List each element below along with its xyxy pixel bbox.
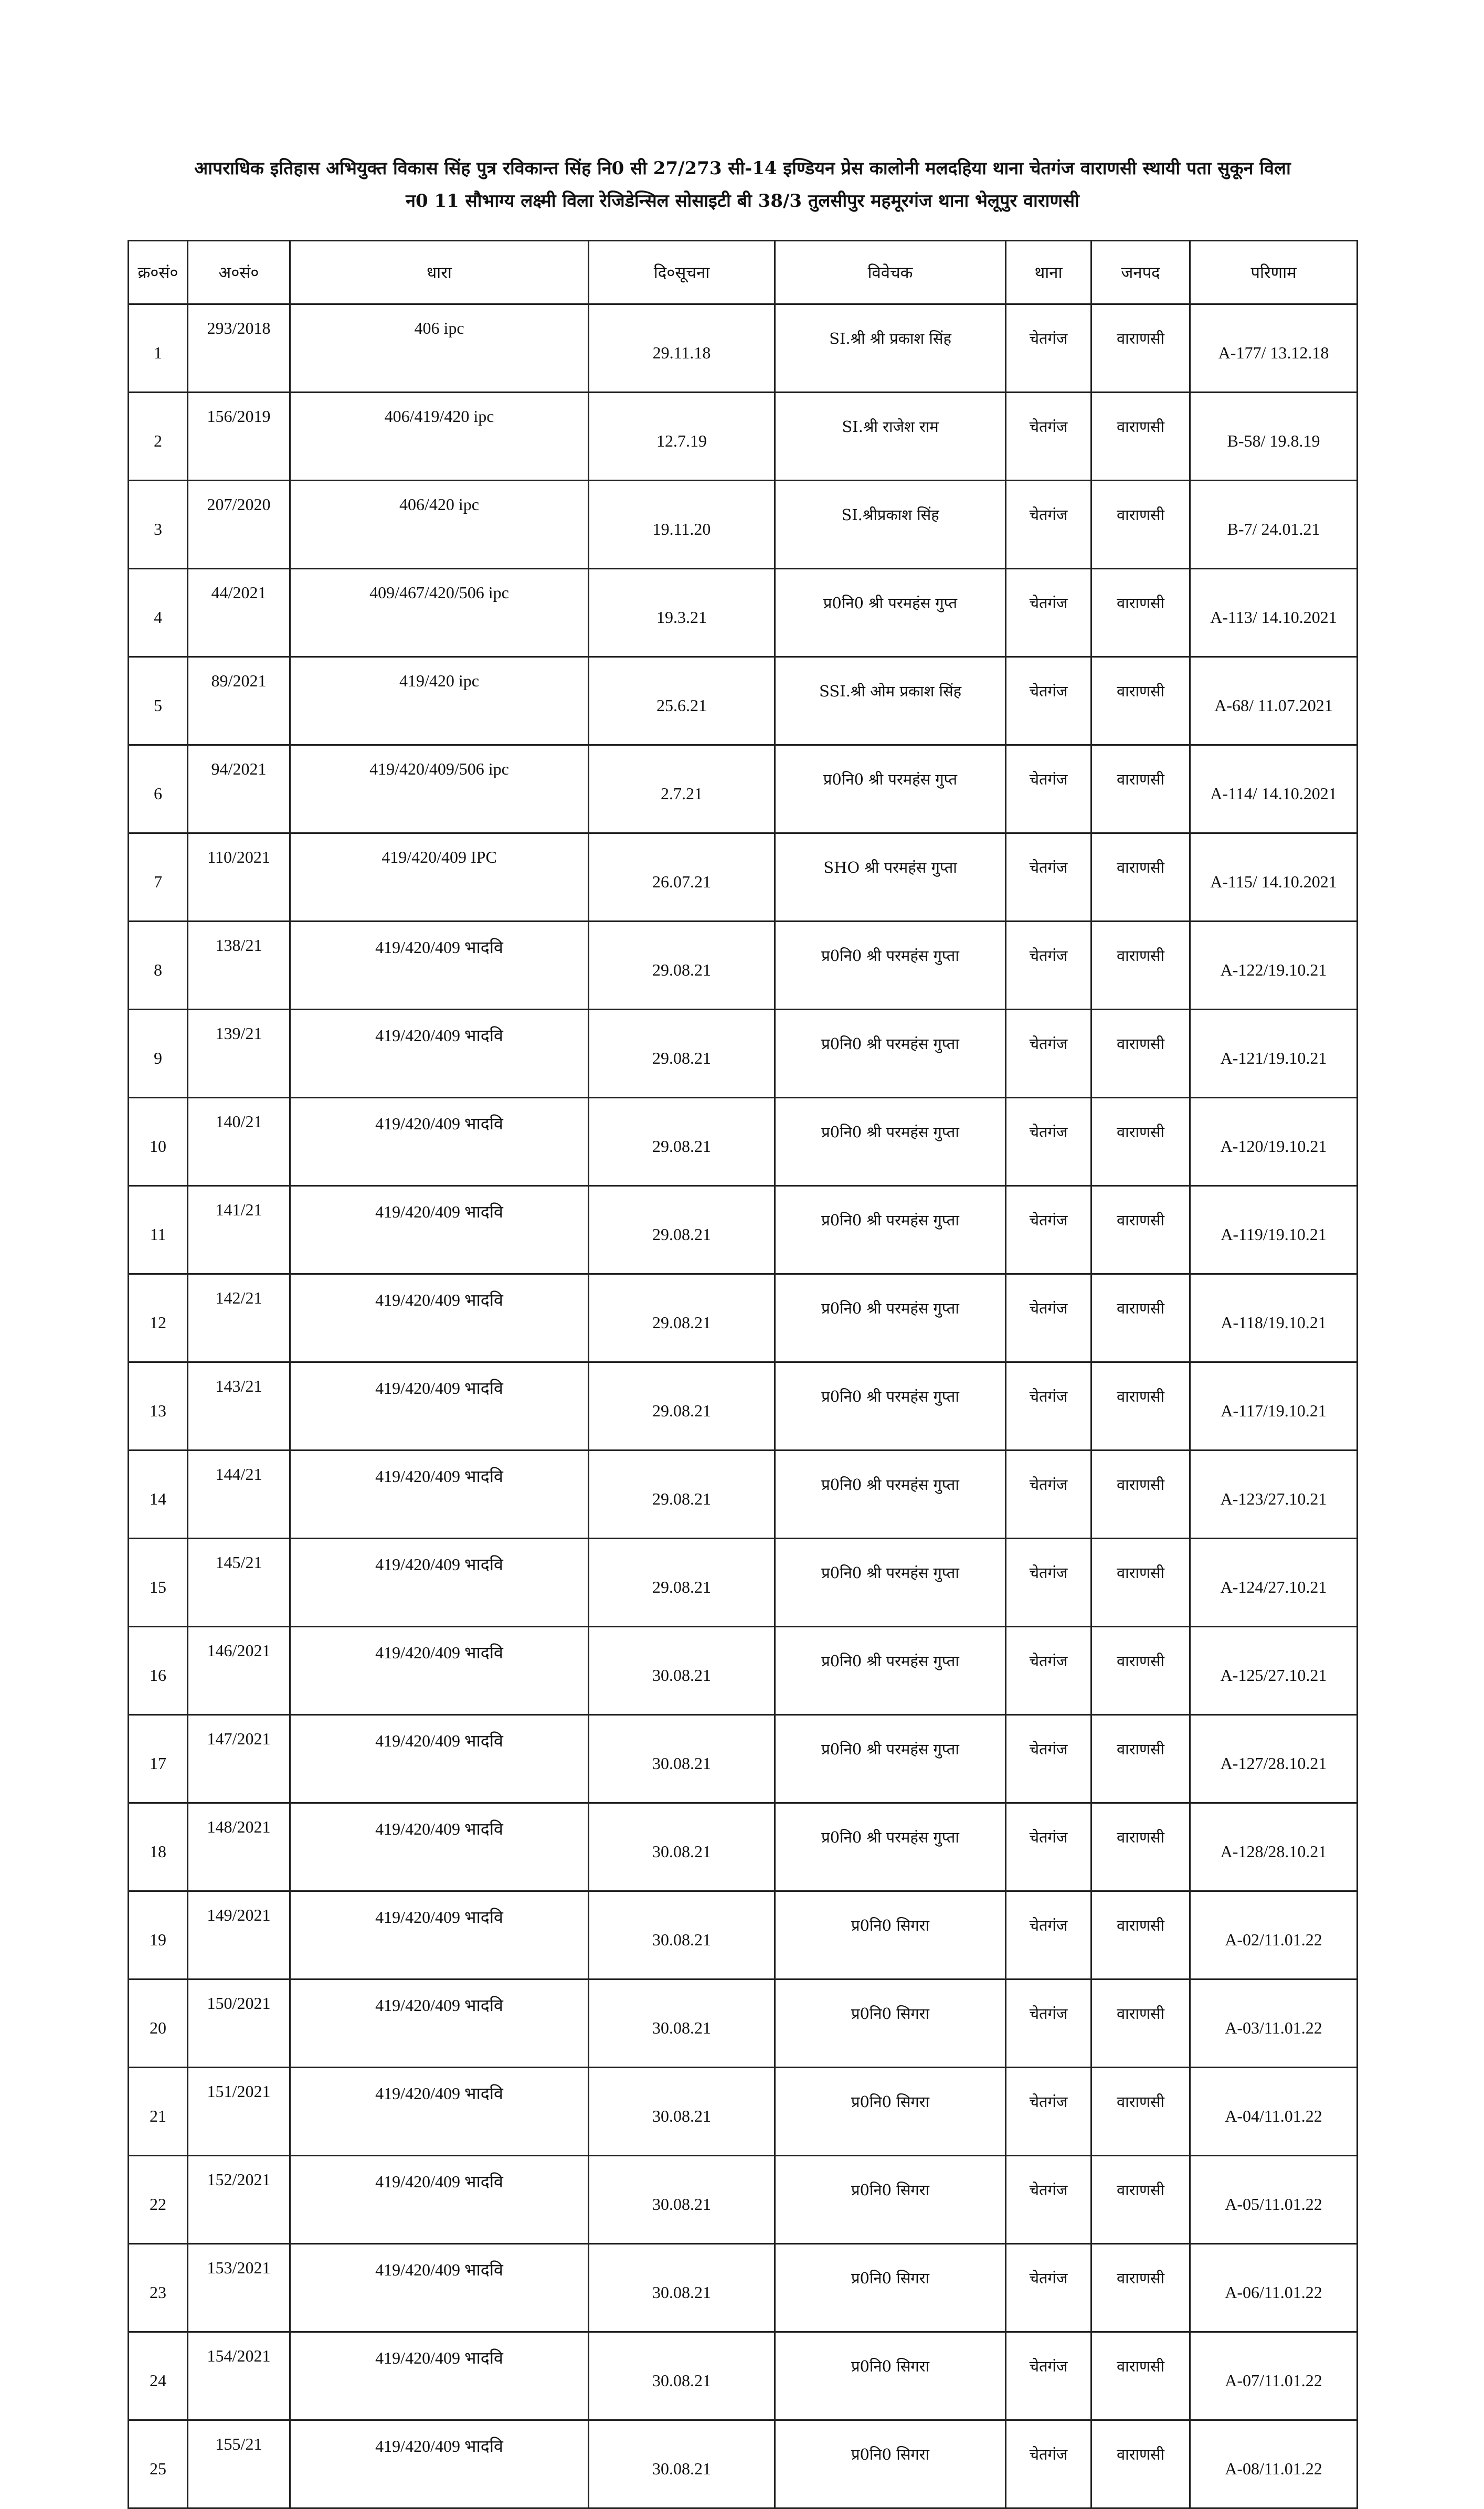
cell-result: A-177/ 13.12.18 bbox=[1190, 304, 1358, 393]
cell-report-date: 29.08.21 bbox=[589, 1451, 775, 1539]
cell-police-station: चेतगंज bbox=[1006, 1715, 1091, 1803]
cell-district: वाराणसी bbox=[1091, 833, 1190, 922]
cell-report-date: 30.08.21 bbox=[589, 2156, 775, 2244]
table-row bbox=[129, 481, 1358, 569]
cell-investigator: प्र0नि0 सिगरा bbox=[775, 2068, 1006, 2156]
cell-police-station: चेतगंज bbox=[1006, 1627, 1091, 1715]
header-section: धारा bbox=[290, 241, 589, 304]
table-row bbox=[129, 1715, 1358, 1803]
cell-investigator: SI.श्रीप्रकाश सिंह bbox=[775, 481, 1006, 569]
cell-serial-no: 1 bbox=[129, 304, 188, 393]
cell-district: वाराणसी bbox=[1091, 1979, 1190, 2068]
cell-police-station: चेतगंज bbox=[1006, 1098, 1091, 1186]
cell-section: 419/420/409 भादवि bbox=[290, 2068, 589, 2156]
cell-case-no: 153/2021 bbox=[188, 2244, 290, 2332]
cell-report-date: 29.08.21 bbox=[589, 1362, 775, 1451]
cell-serial-no: 14 bbox=[129, 1451, 188, 1539]
cell-case-no: 154/2021 bbox=[188, 2332, 290, 2420]
cell-report-date: 2.7.21 bbox=[589, 745, 775, 833]
cell-serial-no: 12 bbox=[129, 1274, 188, 1362]
cell-report-date: 30.08.21 bbox=[589, 1803, 775, 1891]
cell-result: A-03/11.01.22 bbox=[1190, 1979, 1358, 2068]
cell-district: वाराणसी bbox=[1091, 481, 1190, 569]
cell-investigator: प्र0नि0 श्री परमहंस गुप्ता bbox=[775, 1539, 1006, 1627]
cell-district: वाराणसी bbox=[1091, 1098, 1190, 1186]
table-row bbox=[129, 745, 1358, 833]
heading-line-1: आपराधिक इतिहास अभियुक्त विकास सिंह पुत्र रविकान्त सिंह नि0 सी 27/273 सी-14 इण्डियन प्रेस कालोनी मलदहिया थाना चेतगंज वाराणसी स्थायी पता सुकून विला bbox=[194, 158, 1291, 179]
cell-serial-no: 6 bbox=[129, 745, 188, 833]
cell-serial-no: 13 bbox=[129, 1362, 188, 1451]
cell-section: 419/420/409/506 ipc bbox=[290, 745, 589, 833]
cell-report-date: 29.08.21 bbox=[589, 1186, 775, 1274]
cell-police-station: चेतगंज bbox=[1006, 1891, 1091, 1979]
cell-section: 406 ipc bbox=[290, 304, 589, 393]
cell-investigator: SI.श्री श्री प्रकाश सिंह bbox=[775, 304, 1006, 393]
cell-investigator: SI.श्री राजेश राम bbox=[775, 393, 1006, 481]
cell-investigator: प्र0नि0 श्री परमहंस गुप्ता bbox=[775, 1098, 1006, 1186]
cell-report-date: 12.7.19 bbox=[589, 393, 775, 481]
cell-police-station: चेतगंज bbox=[1006, 393, 1091, 481]
cell-result: A-123/27.10.21 bbox=[1190, 1451, 1358, 1539]
cell-district: वाराणसी bbox=[1091, 1362, 1190, 1451]
cell-district: वाराणसी bbox=[1091, 1627, 1190, 1715]
cell-district: वाराणसी bbox=[1091, 1274, 1190, 1362]
cell-police-station: चेतगंज bbox=[1006, 2332, 1091, 2420]
cell-district: वाराणसी bbox=[1091, 2244, 1190, 2332]
cell-section: 419/420/409 भादवि bbox=[290, 1274, 589, 1362]
cell-district: वाराणसी bbox=[1091, 657, 1190, 745]
table-row bbox=[129, 2068, 1358, 2156]
table-row bbox=[129, 657, 1358, 745]
cell-investigator: प्र0नि0 श्री परमहंस गुप्ता bbox=[775, 922, 1006, 1010]
cell-section: 419/420/409 भादवि bbox=[290, 1715, 589, 1803]
cell-case-no: 145/21 bbox=[188, 1539, 290, 1627]
cell-serial-no: 11 bbox=[129, 1186, 188, 1274]
table-row bbox=[129, 304, 1358, 393]
cell-case-no: 146/2021 bbox=[188, 1627, 290, 1715]
cell-section: 409/467/420/506 ipc bbox=[290, 569, 589, 657]
cell-serial-no: 22 bbox=[129, 2156, 188, 2244]
cell-report-date: 30.08.21 bbox=[589, 1979, 775, 2068]
cell-result: A-113/ 14.10.2021 bbox=[1190, 569, 1358, 657]
table-row bbox=[129, 2332, 1358, 2420]
cell-section: 419/420/409 भादवि bbox=[290, 2244, 589, 2332]
table-row bbox=[129, 1979, 1358, 2068]
header-result: परिणाम bbox=[1190, 241, 1358, 304]
cell-district: वाराणसी bbox=[1091, 2156, 1190, 2244]
cell-result: A-117/19.10.21 bbox=[1190, 1362, 1358, 1451]
cell-report-date: 26.07.21 bbox=[589, 833, 775, 922]
table-row bbox=[129, 1803, 1358, 1891]
cell-investigator: SSI.श्री ओम प्रकाश सिंह bbox=[775, 657, 1006, 745]
cell-case-no: 140/21 bbox=[188, 1098, 290, 1186]
cell-serial-no: 10 bbox=[129, 1098, 188, 1186]
cell-result: A-04/11.01.22 bbox=[1190, 2068, 1358, 2156]
cell-investigator: प्र0नि0 सिगरा bbox=[775, 2332, 1006, 2420]
document-heading bbox=[126, 152, 1359, 217]
table-row bbox=[129, 1891, 1358, 1979]
cell-result: A-122/19.10.21 bbox=[1190, 922, 1358, 1010]
cell-investigator: प्र0नि0 सिगरा bbox=[775, 1979, 1006, 2068]
cell-report-date: 30.08.21 bbox=[589, 2332, 775, 2420]
cell-section: 419/420/409 भादवि bbox=[290, 2156, 589, 2244]
cell-investigator: प्र0नि0 सिगरा bbox=[775, 1891, 1006, 1979]
cell-result: A-68/ 11.07.2021 bbox=[1190, 657, 1358, 745]
table-row bbox=[129, 1010, 1358, 1098]
cell-serial-no: 2 bbox=[129, 393, 188, 481]
cell-section: 419/420/409 भादवि bbox=[290, 2420, 589, 2508]
cell-section: 419/420/409 भादवि bbox=[290, 2332, 589, 2420]
table-row bbox=[129, 1451, 1358, 1539]
cell-district: वाराणसी bbox=[1091, 304, 1190, 393]
cell-case-no: 156/2019 bbox=[188, 393, 290, 481]
cell-section: 419/420/409 भादवि bbox=[290, 922, 589, 1010]
cell-police-station: चेतगंज bbox=[1006, 304, 1091, 393]
cell-case-no: 150/2021 bbox=[188, 1979, 290, 2068]
cell-report-date: 29.08.21 bbox=[589, 1539, 775, 1627]
cell-report-date: 25.6.21 bbox=[589, 657, 775, 745]
cell-serial-no: 15 bbox=[129, 1539, 188, 1627]
cell-case-no: 147/2021 bbox=[188, 1715, 290, 1803]
table-row bbox=[129, 2420, 1358, 2508]
table-row bbox=[129, 1098, 1358, 1186]
cell-district: वाराणसी bbox=[1091, 2068, 1190, 2156]
cell-police-station: चेतगंज bbox=[1006, 833, 1091, 922]
cell-serial-no: 8 bbox=[129, 922, 188, 1010]
cell-case-no: 44/2021 bbox=[188, 569, 290, 657]
cell-police-station: चेतगंज bbox=[1006, 1979, 1091, 2068]
cell-serial-no: 23 bbox=[129, 2244, 188, 2332]
cell-report-date: 30.08.21 bbox=[589, 2068, 775, 2156]
cell-result: A-05/11.01.22 bbox=[1190, 2156, 1358, 2244]
header-police-station: थाना bbox=[1006, 241, 1091, 304]
table-row bbox=[129, 1627, 1358, 1715]
header-investigator: विवेचक bbox=[775, 241, 1006, 304]
cell-result: A-118/19.10.21 bbox=[1190, 1274, 1358, 1362]
cell-section: 406/420 ipc bbox=[290, 481, 589, 569]
cell-case-no: 155/21 bbox=[188, 2420, 290, 2508]
cell-investigator: प्र0नि0 श्री परमहंस गुप्ता bbox=[775, 1362, 1006, 1451]
cell-case-no: 94/2021 bbox=[188, 745, 290, 833]
cell-report-date: 29.08.21 bbox=[589, 1010, 775, 1098]
cell-case-no: 293/2018 bbox=[188, 304, 290, 393]
table-row bbox=[129, 1186, 1358, 1274]
cell-police-station: चेतगंज bbox=[1006, 1803, 1091, 1891]
cell-result: A-02/11.01.22 bbox=[1190, 1891, 1358, 1979]
cell-case-no: 149/2021 bbox=[188, 1891, 290, 1979]
cell-police-station: चेतगंज bbox=[1006, 657, 1091, 745]
cell-police-station: चेतगंज bbox=[1006, 1186, 1091, 1274]
cell-case-no: 138/21 bbox=[188, 922, 290, 1010]
cell-investigator: प्र0नि0 श्री परमहंस गुप्त bbox=[775, 745, 1006, 833]
cell-section: 419/420/409 भादवि bbox=[290, 1803, 589, 1891]
header-district: जनपद bbox=[1091, 241, 1190, 304]
cell-serial-no: 7 bbox=[129, 833, 188, 922]
criminal-history-table bbox=[128, 240, 1358, 2509]
cell-police-station: चेतगंज bbox=[1006, 2420, 1091, 2508]
cell-police-station: चेतगंज bbox=[1006, 1451, 1091, 1539]
cell-investigator: प्र0नि0 श्री परमहंस गुप्ता bbox=[775, 1803, 1006, 1891]
cell-district: वाराणसी bbox=[1091, 745, 1190, 833]
cell-section: 419/420/409 भादवि bbox=[290, 1979, 589, 2068]
cell-result: A-119/19.10.21 bbox=[1190, 1186, 1358, 1274]
cell-case-no: 144/21 bbox=[188, 1451, 290, 1539]
cell-report-date: 29.08.21 bbox=[589, 1098, 775, 1186]
cell-police-station: चेतगंज bbox=[1006, 922, 1091, 1010]
cell-police-station: चेतगंज bbox=[1006, 2244, 1091, 2332]
table-row bbox=[129, 922, 1358, 1010]
cell-section: 419/420/409 भादवि bbox=[290, 1539, 589, 1627]
cell-serial-no: 21 bbox=[129, 2068, 188, 2156]
cell-district: वाराणसी bbox=[1091, 922, 1190, 1010]
cell-report-date: 19.3.21 bbox=[589, 569, 775, 657]
cell-case-no: 142/21 bbox=[188, 1274, 290, 1362]
cell-result: A-127/28.10.21 bbox=[1190, 1715, 1358, 1803]
cell-district: वाराणसी bbox=[1091, 1715, 1190, 1803]
cell-serial-no: 24 bbox=[129, 2332, 188, 2420]
cell-serial-no: 20 bbox=[129, 1979, 188, 2068]
cell-case-no: 143/21 bbox=[188, 1362, 290, 1451]
cell-case-no: 148/2021 bbox=[188, 1803, 290, 1891]
cell-district: वाराणसी bbox=[1091, 1186, 1190, 1274]
cell-result: A-120/19.10.21 bbox=[1190, 1098, 1358, 1186]
header-report-date: दि०सूचना bbox=[589, 241, 775, 304]
cell-report-date: 29.08.21 bbox=[589, 1274, 775, 1362]
table-header-row bbox=[129, 241, 1358, 304]
cell-report-date: 29.08.21 bbox=[589, 922, 775, 1010]
cell-case-no: 89/2021 bbox=[188, 657, 290, 745]
cell-report-date: 30.08.21 bbox=[589, 1715, 775, 1803]
cell-district: वाराणसी bbox=[1091, 569, 1190, 657]
cell-section: 419/420/409 भादवि bbox=[290, 1451, 589, 1539]
cell-case-no: 110/2021 bbox=[188, 833, 290, 922]
cell-result: A-08/11.01.22 bbox=[1190, 2420, 1358, 2508]
cell-serial-no: 18 bbox=[129, 1803, 188, 1891]
cell-district: वाराणसी bbox=[1091, 1010, 1190, 1098]
heading-line-2: न0 11 सौभाग्य लक्ष्मी विला रेजिडेन्सिल सोसाइटी बी 38/3 तुलसीपुर महमूरगंज थाना भेलूपुर वाराणसी bbox=[406, 190, 1079, 211]
cell-police-station: चेतगंज bbox=[1006, 2068, 1091, 2156]
header-serial-no: क्र०सं० bbox=[129, 241, 188, 304]
cell-investigator: प्र0नि0 श्री परमहंस गुप्ता bbox=[775, 1274, 1006, 1362]
cell-district: वाराणसी bbox=[1091, 1891, 1190, 1979]
cell-district: वाराणसी bbox=[1091, 1539, 1190, 1627]
cell-investigator: SHO श्री परमहंस गुप्ता bbox=[775, 833, 1006, 922]
cell-result: A-06/11.01.22 bbox=[1190, 2244, 1358, 2332]
cell-report-date: 30.08.21 bbox=[589, 1891, 775, 1979]
cell-serial-no: 16 bbox=[129, 1627, 188, 1715]
cell-result: A-07/11.01.22 bbox=[1190, 2332, 1358, 2420]
table-row bbox=[129, 1362, 1358, 1451]
cell-serial-no: 3 bbox=[129, 481, 188, 569]
table-row bbox=[129, 393, 1358, 481]
cell-section: 419/420 ipc bbox=[290, 657, 589, 745]
table-row bbox=[129, 833, 1358, 922]
cell-police-station: चेतगंज bbox=[1006, 569, 1091, 657]
cell-case-no: 139/21 bbox=[188, 1010, 290, 1098]
cell-serial-no: 19 bbox=[129, 1891, 188, 1979]
cell-district: वाराणसी bbox=[1091, 2420, 1190, 2508]
cell-case-no: 151/2021 bbox=[188, 2068, 290, 2156]
cell-result: A-121/19.10.21 bbox=[1190, 1010, 1358, 1098]
cell-report-date: 30.08.21 bbox=[589, 2244, 775, 2332]
table-row bbox=[129, 2156, 1358, 2244]
cell-result: A-114/ 14.10.2021 bbox=[1190, 745, 1358, 833]
cell-investigator: प्र0नि0 श्री परमहंस गुप्त bbox=[775, 569, 1006, 657]
cell-police-station: चेतगंज bbox=[1006, 2156, 1091, 2244]
cell-serial-no: 17 bbox=[129, 1715, 188, 1803]
cell-police-station: चेतगंज bbox=[1006, 1010, 1091, 1098]
cell-police-station: चेतगंज bbox=[1006, 1539, 1091, 1627]
cell-police-station: चेतगंज bbox=[1006, 745, 1091, 833]
cell-result: A-115/ 14.10.2021 bbox=[1190, 833, 1358, 922]
cell-district: वाराणसी bbox=[1091, 1803, 1190, 1891]
cell-investigator: प्र0नि0 श्री परमहंस गुप्ता bbox=[775, 1627, 1006, 1715]
table-row bbox=[129, 2244, 1358, 2332]
cell-investigator: प्र0नि0 श्री परमहंस गुप्ता bbox=[775, 1451, 1006, 1539]
cell-investigator: प्र0नि0 श्री परमहंस गुप्ता bbox=[775, 1010, 1006, 1098]
cell-police-station: चेतगंज bbox=[1006, 1362, 1091, 1451]
cell-report-date: 29.11.18 bbox=[589, 304, 775, 393]
cell-section: 419/420/409 भादवि bbox=[290, 1098, 589, 1186]
cell-result: A-125/27.10.21 bbox=[1190, 1627, 1358, 1715]
cell-serial-no: 5 bbox=[129, 657, 188, 745]
cell-result: A-124/27.10.21 bbox=[1190, 1539, 1358, 1627]
cell-result: B-7/ 24.01.21 bbox=[1190, 481, 1358, 569]
cell-investigator: प्र0नि0 सिगरा bbox=[775, 2156, 1006, 2244]
cell-district: वाराणसी bbox=[1091, 393, 1190, 481]
cell-district: वाराणसी bbox=[1091, 1451, 1190, 1539]
cell-case-no: 152/2021 bbox=[188, 2156, 290, 2244]
cell-investigator: प्र0नि0 सिगरा bbox=[775, 2420, 1006, 2508]
table-row bbox=[129, 569, 1358, 657]
cell-section: 406/419/420 ipc bbox=[290, 393, 589, 481]
cell-serial-no: 9 bbox=[129, 1010, 188, 1098]
cell-serial-no: 4 bbox=[129, 569, 188, 657]
cell-section: 419/420/409 भादवि bbox=[290, 1627, 589, 1715]
cell-district: वाराणसी bbox=[1091, 2332, 1190, 2420]
cell-police-station: चेतगंज bbox=[1006, 481, 1091, 569]
cell-result: B-58/ 19.8.19 bbox=[1190, 393, 1358, 481]
cell-investigator: प्र0नि0 श्री परमहंस गुप्ता bbox=[775, 1186, 1006, 1274]
table-row bbox=[129, 1274, 1358, 1362]
cell-police-station: चेतगंज bbox=[1006, 1274, 1091, 1362]
cell-section: 419/420/409 IPC bbox=[290, 833, 589, 922]
cell-investigator: प्र0नि0 श्री परमहंस गुप्ता bbox=[775, 1715, 1006, 1803]
cell-report-date: 30.08.21 bbox=[589, 2420, 775, 2508]
cell-section: 419/420/409 भादवि bbox=[290, 1010, 589, 1098]
table-row bbox=[129, 1539, 1358, 1627]
cell-result: A-128/28.10.21 bbox=[1190, 1803, 1358, 1891]
cell-section: 419/420/409 भादवि bbox=[290, 1362, 589, 1451]
cell-section: 419/420/409 भादवि bbox=[290, 1891, 589, 1979]
cell-investigator: प्र0नि0 सिगरा bbox=[775, 2244, 1006, 2332]
cell-report-date: 30.08.21 bbox=[589, 1627, 775, 1715]
cell-case-no: 207/2020 bbox=[188, 481, 290, 569]
header-case-no: अ०सं० bbox=[188, 241, 290, 304]
cell-section: 419/420/409 भादवि bbox=[290, 1186, 589, 1274]
cell-case-no: 141/21 bbox=[188, 1186, 290, 1274]
cell-serial-no: 25 bbox=[129, 2420, 188, 2508]
cell-report-date: 19.11.20 bbox=[589, 481, 775, 569]
